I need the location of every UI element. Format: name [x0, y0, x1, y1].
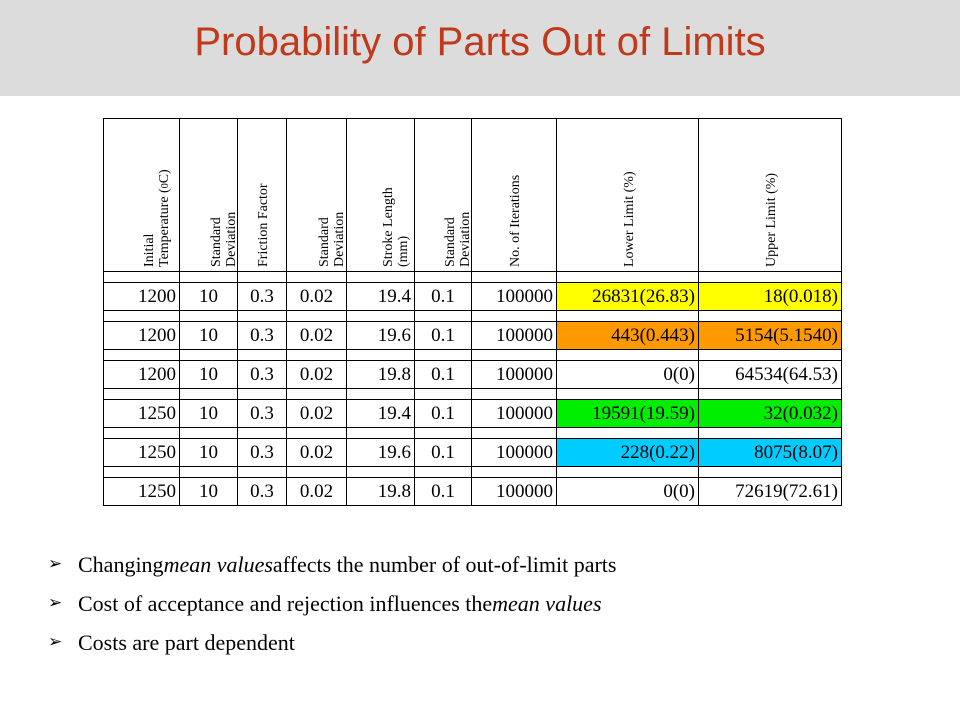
header-text: Stroke Length	[380, 187, 396, 267]
row-spacer	[104, 311, 842, 322]
spacer-cell	[238, 272, 287, 283]
spacer-cell	[238, 350, 287, 361]
spacer-cell	[699, 467, 842, 478]
cell-sd3: 0.1	[415, 283, 472, 311]
header-initial-temperature	[104, 119, 180, 272]
row-spacer	[104, 272, 842, 283]
bullet-item	[48, 545, 616, 584]
header-text: C)	[156, 169, 172, 184]
arrow-bullet-icon: ➢	[48, 632, 63, 652]
cell-sd2: 0.02	[287, 400, 347, 428]
cell-sd2: 0.02	[287, 283, 347, 311]
spacer-cell	[415, 272, 472, 283]
cell-lower: 0(0)	[557, 478, 699, 506]
cell-iter: 100000	[472, 439, 557, 467]
spacer-cell	[287, 272, 347, 283]
spacer-cell	[699, 311, 842, 322]
cell-temp: 1250	[104, 439, 180, 467]
header-upper-limit	[699, 119, 842, 272]
header-text: Friction Factor	[256, 183, 271, 267]
row-spacer	[104, 350, 842, 361]
header-text: No. of Iterations	[508, 174, 523, 267]
spacer-cell	[238, 428, 287, 439]
cell-stroke: 19.4	[347, 400, 415, 428]
cell-upper: 8075(8.07)	[699, 439, 842, 467]
spacer-cell	[287, 389, 347, 400]
spacer-cell	[415, 350, 472, 361]
cell-upper: 72619(72.61)	[699, 478, 842, 506]
spacer-cell	[472, 467, 557, 478]
spacer-cell	[180, 428, 238, 439]
spacer-cell	[347, 467, 415, 478]
spacer-cell	[287, 467, 347, 478]
table-row	[104, 478, 842, 506]
spacer-cell	[415, 467, 472, 478]
cell-sd2: 0.02	[287, 361, 347, 389]
spacer-cell	[472, 350, 557, 361]
cell-sd1: 10	[180, 478, 238, 506]
cell-sd3: 0.1	[415, 478, 472, 506]
spacer-cell	[557, 467, 699, 478]
bullet-emphasis: mean values	[492, 591, 602, 616]
cell-upper: 18(0.018)	[699, 283, 842, 311]
header-text: Deviation	[331, 211, 347, 267]
spacer-cell	[104, 467, 180, 478]
bullet-list	[48, 545, 616, 662]
header-superscript: 0	[159, 183, 171, 189]
cell-friction: 0.3	[238, 400, 287, 428]
cell-friction: 0.3	[238, 283, 287, 311]
table-row	[104, 361, 842, 389]
spacer-cell	[238, 467, 287, 478]
spacer-cell	[180, 272, 238, 283]
spacer-cell	[104, 311, 180, 322]
cell-sd2: 0.02	[287, 439, 347, 467]
spacer-cell	[415, 389, 472, 400]
cell-sd1: 10	[180, 322, 238, 350]
cell-lower: 19591(19.59)	[557, 400, 699, 428]
cell-sd3: 0.1	[415, 322, 472, 350]
cell-sd1: 10	[180, 283, 238, 311]
spacer-cell	[415, 428, 472, 439]
table-row	[104, 400, 842, 428]
header-row	[104, 119, 842, 272]
spacer-cell	[347, 428, 415, 439]
cell-sd3: 0.1	[415, 400, 472, 428]
spacer-cell	[180, 350, 238, 361]
spacer-cell	[472, 389, 557, 400]
spacer-cell	[180, 467, 238, 478]
cell-sd1: 10	[180, 361, 238, 389]
cell-friction: 0.3	[238, 478, 287, 506]
cell-stroke: 19.4	[347, 283, 415, 311]
spacer-cell	[347, 389, 415, 400]
header-text: Standard	[443, 217, 458, 267]
header-stroke-length	[347, 119, 415, 272]
spacer-cell	[699, 350, 842, 361]
bullet-text: affects the number of out-of-limit parts	[272, 552, 617, 577]
cell-stroke: 19.6	[347, 322, 415, 350]
bullet-item	[48, 623, 616, 662]
spacer-cell	[180, 389, 238, 400]
header-text: Upper Limit (%)	[764, 172, 779, 267]
cell-upper: 64534(64.53)	[699, 361, 842, 389]
cell-stroke: 19.8	[347, 478, 415, 506]
spacer-cell	[238, 311, 287, 322]
cell-lower: 0(0)	[557, 361, 699, 389]
cell-friction: 0.3	[238, 439, 287, 467]
cell-upper: 5154(5.1540)	[699, 322, 842, 350]
row-spacer	[104, 428, 842, 439]
cell-stroke: 19.6	[347, 439, 415, 467]
cell-lower: 26831(26.83)	[557, 283, 699, 311]
cell-sd1: 10	[180, 400, 238, 428]
cell-iter: 100000	[472, 322, 557, 350]
page-title: Probability of Parts Out of Limits	[194, 20, 766, 64]
spacer-cell	[287, 428, 347, 439]
spacer-cell	[472, 428, 557, 439]
header-no-of-iterations	[472, 119, 557, 272]
cell-lower: 443(0.443)	[557, 322, 699, 350]
spacer-cell	[104, 428, 180, 439]
arrow-bullet-icon: ➢	[48, 593, 63, 613]
bullet-text: Cost of acceptance and rejection influences the	[78, 591, 493, 616]
cell-friction: 0.3	[238, 322, 287, 350]
spacer-cell	[699, 272, 842, 283]
cell-temp: 1200	[104, 361, 180, 389]
spacer-cell	[104, 389, 180, 400]
cell-sd3: 0.1	[415, 361, 472, 389]
cell-sd3: 0.1	[415, 439, 472, 467]
header-text: Temperature (	[156, 188, 172, 267]
spacer-cell	[472, 311, 557, 322]
spacer-cell	[557, 272, 699, 283]
spacer-cell	[287, 350, 347, 361]
bullet-text: Changing	[78, 552, 164, 577]
cell-friction: 0.3	[238, 361, 287, 389]
spacer-cell	[557, 389, 699, 400]
spacer-cell	[180, 311, 238, 322]
cell-iter: 100000	[472, 400, 557, 428]
table-row	[104, 439, 842, 467]
header-text: Initial	[141, 233, 157, 267]
spacer-cell	[104, 350, 180, 361]
bullet-text: Costs are part dependent	[78, 630, 295, 655]
header-standard-deviation-2	[287, 119, 347, 272]
spacer-cell	[287, 311, 347, 322]
header-friction-factor	[238, 119, 287, 272]
header-text: Lower Limit (%)	[621, 171, 637, 267]
cell-upper: 32(0.032)	[699, 400, 842, 428]
spacer-cell	[415, 311, 472, 322]
cell-sd2: 0.02	[287, 478, 347, 506]
cell-temp: 1200	[104, 283, 180, 311]
cell-temp: 1250	[104, 478, 180, 506]
cell-iter: 100000	[472, 283, 557, 311]
spacer-cell	[104, 272, 180, 283]
arrow-bullet-icon: ➢	[48, 554, 63, 574]
cell-iter: 100000	[472, 478, 557, 506]
header-text: Deviation	[223, 211, 239, 267]
header-standard-deviation-1	[180, 119, 238, 272]
row-spacer	[104, 467, 842, 478]
spacer-cell	[347, 350, 415, 361]
spacer-cell	[699, 428, 842, 439]
cell-stroke: 19.8	[347, 361, 415, 389]
cell-temp: 1200	[104, 322, 180, 350]
spacer-cell	[238, 389, 287, 400]
bullet-item	[48, 584, 616, 623]
header-text: (mm)	[395, 235, 411, 267]
table-body	[104, 272, 842, 506]
table-row	[104, 283, 842, 311]
cell-sd1: 10	[180, 439, 238, 467]
spacer-cell	[347, 272, 415, 283]
header-text: Standard	[316, 217, 332, 267]
header-standard-deviation-3	[415, 119, 472, 272]
cell-iter: 100000	[472, 361, 557, 389]
row-spacer	[104, 389, 842, 400]
spacer-cell	[472, 272, 557, 283]
cell-sd2: 0.02	[287, 322, 347, 350]
spacer-cell	[557, 311, 699, 322]
header-text: Standard	[208, 217, 224, 267]
cell-temp: 1250	[104, 400, 180, 428]
header-lower-limit	[557, 119, 699, 272]
results-table	[103, 118, 842, 506]
spacer-cell	[557, 350, 699, 361]
spacer-cell	[699, 389, 842, 400]
cell-lower: 228(0.22)	[557, 439, 699, 467]
header-text: Deviation	[458, 211, 473, 267]
spacer-cell	[557, 428, 699, 439]
bullet-emphasis: mean values	[163, 552, 273, 577]
spacer-cell	[347, 311, 415, 322]
table-row	[104, 322, 842, 350]
